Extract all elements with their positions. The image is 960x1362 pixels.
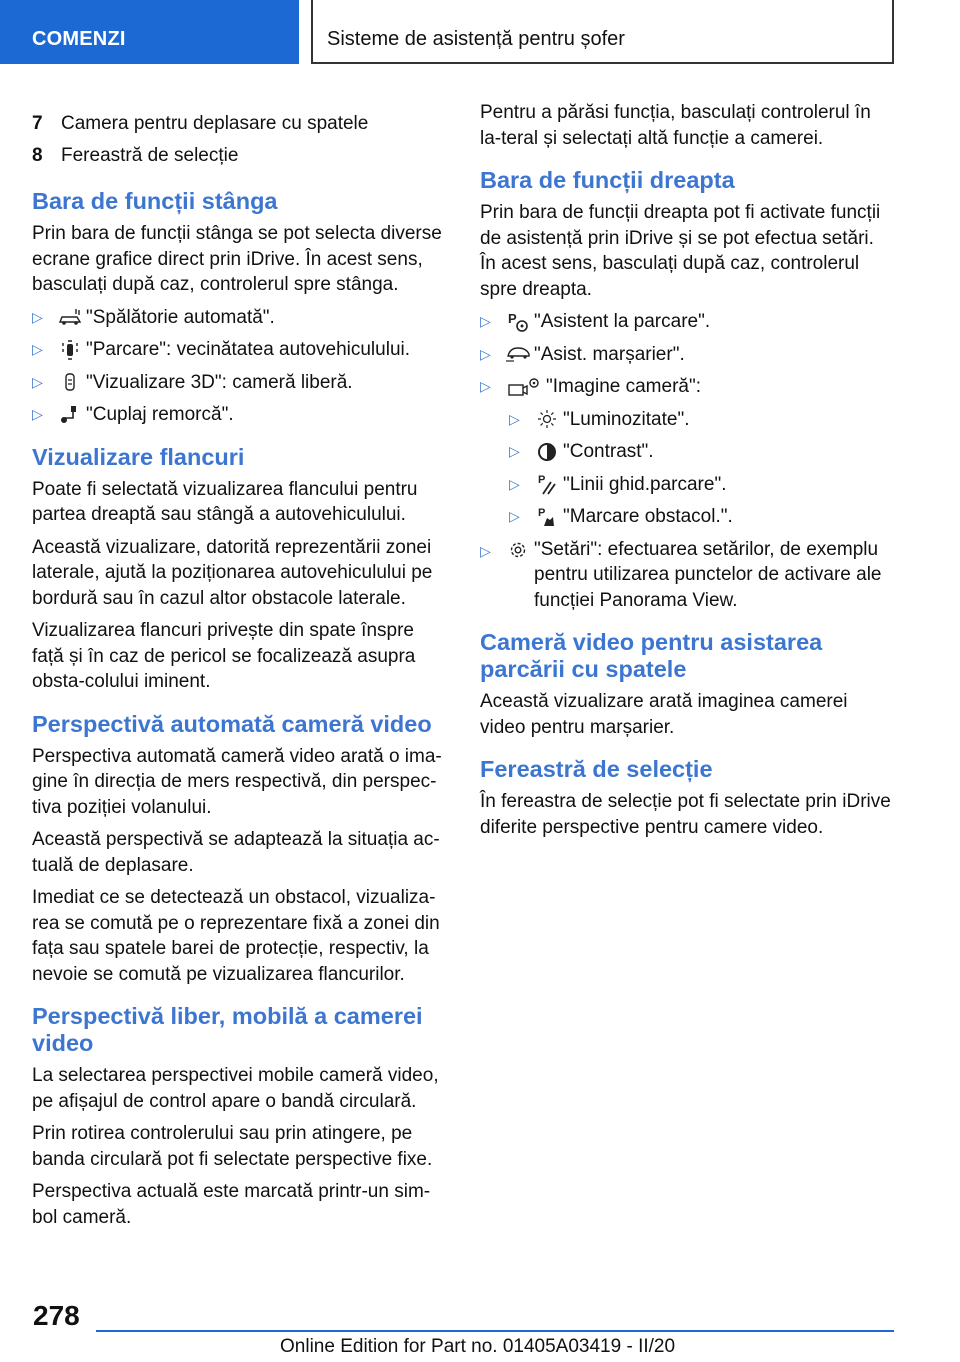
camera-image-settings-icon <box>504 376 544 398</box>
heading-perspectiva-libera: Perspectivă liber, mobilă a camerei video <box>32 1003 423 1056</box>
parking-lines-icon <box>533 473 561 495</box>
bullet-item <box>480 537 893 614</box>
paragraph: Pentru a părăsi funcția, basculați controlerul în la-teral și selectați altă funcție a camerei. <box>480 102 871 149</box>
svg-text:P: P <box>538 474 546 487</box>
bullet-text: "Parcare": vecinătatea autovehiculului. <box>86 339 411 360</box>
bullet-item <box>32 402 445 428</box>
paragraph: În fereastra de selecție pot fi selectate prin iDrive diferite perspective pentru camere video. <box>480 791 891 838</box>
bullet-item <box>480 374 893 400</box>
heading-perspectiva-automata: Perspectivă automată cameră video <box>32 710 432 737</box>
paragraph: Perspectiva actuală este marcată printr-un sim-bol cameră. <box>32 1181 431 1228</box>
bullet-text: "Marcare obstacol.". <box>563 506 733 527</box>
heading-vizualizare-flancuri: Vizualizare flancuri <box>32 443 245 470</box>
bullet-triangle-icon: ▷ <box>509 508 520 524</box>
bullet-item <box>509 439 893 465</box>
paragraph: Această perspectivă se adaptează la situația ac-tuală de deplasare. <box>32 829 440 876</box>
paragraph: Prin rotirea controlerului sau prin atingere, pe banda circulară pot fi selectate perspective fixe. <box>32 1123 433 1170</box>
trailer-hitch-icon <box>56 404 84 426</box>
bullet-text: "Cuplaj remorcă". <box>86 404 234 425</box>
bullet-text: "Luminozitate". <box>563 408 690 430</box>
footer-divider <box>96 1330 894 1332</box>
paragraph: Poate fi selectată vizualizarea flancului pentru partea dreaptă sau stângă a autovehiculului. <box>32 478 418 525</box>
left-column <box>32 108 445 1237</box>
bullet-triangle-icon: ▷ <box>480 345 491 362</box>
paragraph: Această vizualizare arată imaginea camerei video pentru marșarier. <box>480 691 848 738</box>
bullet-text: "Contrast". <box>563 441 654 462</box>
bullet-triangle-icon: ▷ <box>32 341 43 357</box>
bullet-triangle-icon: ▷ <box>509 475 520 492</box>
bullet-text: "Setări": efectuarea setărilor, de exemplu pentru utilizarea punctelor de activare ale funcției Panorama View. <box>534 538 882 611</box>
bullet-text: "Linii ghid.parcare". <box>563 473 727 495</box>
heading-fereastra: Fereastră de selecție <box>480 756 713 782</box>
numbered-item <box>32 108 445 140</box>
paragraph: Perspectiva automată cameră video arată o ima-gine în direcția de mers respectivă, din perspec-tiva poziției volanului. <box>32 745 442 818</box>
parking-surroundings-icon <box>56 339 84 361</box>
bullet-triangle-icon: ▷ <box>509 410 520 427</box>
paragraph: Prin bara de funcții stânga se pot selecta diverse ecrane grafice direct prin iDrive. În acest sens, basculați după caz, controlerul spre stânga. <box>32 223 442 295</box>
bullet-item <box>32 337 445 363</box>
bullet-item <box>32 305 445 331</box>
bullet-triangle-icon: ▷ <box>480 378 491 394</box>
section-title: Sisteme de asistență pentru șofer <box>327 28 625 50</box>
bullet-item <box>509 407 893 433</box>
paragraph: Imediat ce se detectează un obstacol, vizualiza-rea se comută pe o reprezentare fixă a zonei din fața sau spatele barei de protecție, respectiv, la nevoie se comută pe vizualizarea flancurilor. <box>32 887 440 985</box>
parking-assistant-icon <box>504 311 532 333</box>
section-header <box>311 0 894 64</box>
bullet-text: "Asistent la parcare". <box>534 311 711 332</box>
paragraph: Vizualizarea flancuri privește din spate înspre față și în caz de pericol se focalizează asupra obsta-colului iminent. <box>32 620 416 692</box>
bullet-item <box>32 370 445 396</box>
view-3d-icon <box>56 371 84 393</box>
gear-icon <box>504 539 532 561</box>
paragraph: Prin bara de funcții dreapta pot fi activate funcții de asistență prin iDrive și se pot efectua setări. În acest sens, basculați după caz, controlerul spre dreapta. <box>480 202 881 300</box>
bullet-item <box>509 472 893 498</box>
item-text: Fereastră de selecție <box>61 145 239 166</box>
contrast-icon <box>533 442 561 462</box>
item-text: Camera pentru deplasare cu spatele <box>61 113 369 134</box>
brightness-icon <box>533 409 561 429</box>
bullet-text: "Asist. marșarier". <box>534 343 685 365</box>
item-number: 7 <box>32 113 43 134</box>
car-wash-icon <box>56 307 84 327</box>
bullet-triangle-icon: ▷ <box>480 313 491 329</box>
svg-text:P: P <box>538 506 546 519</box>
bullet-text: "Spălătorie automată". <box>86 306 275 328</box>
bullet-triangle-icon: ▷ <box>32 308 43 325</box>
bullet-item <box>480 309 893 335</box>
chapter-tab <box>0 0 299 64</box>
paragraph: La selectarea perspectivei mobile cameră video, pe afișajul de control apare o bandă circulară. <box>32 1065 439 1112</box>
bullet-triangle-icon: ▷ <box>32 406 43 422</box>
heading-bara-stanga: Bara de funcții stânga <box>32 188 278 214</box>
right-column <box>480 100 893 847</box>
svg-text:P: P <box>508 310 517 326</box>
sub-list <box>509 407 893 530</box>
heading-camera-video: Cameră video pentru asistarea parcării cu spatele <box>480 629 823 682</box>
bullet-text: "Imagine cameră": <box>546 376 701 397</box>
bullet-triangle-icon: ▷ <box>480 542 491 559</box>
heading-bara-dreapta: Bara de funcții dreapta <box>480 167 735 193</box>
bullet-text: "Vizualizare 3D": cameră liberă. <box>86 371 353 393</box>
footer-edition: Online Edition for Part no. 01405A03419 - II/20 <box>280 1336 676 1357</box>
item-number: 8 <box>32 145 43 166</box>
bullet-triangle-icon: ▷ <box>32 373 43 390</box>
bullet-item <box>509 504 893 530</box>
bullet-item <box>480 342 893 368</box>
reverse-assistant-icon <box>504 344 532 364</box>
page-number: 278 <box>33 1300 80 1331</box>
bullet-triangle-icon: ▷ <box>509 443 520 459</box>
obstacle-marking-icon <box>533 506 561 528</box>
chapter-title: COMENZI <box>32 28 126 50</box>
paragraph: Această vizualizare, datorită reprezentării zonei laterale, ajută la poziționarea autovehiculului pe bordură sau în cazul altor obstacole laterale. <box>32 536 433 609</box>
numbered-item <box>32 140 445 172</box>
